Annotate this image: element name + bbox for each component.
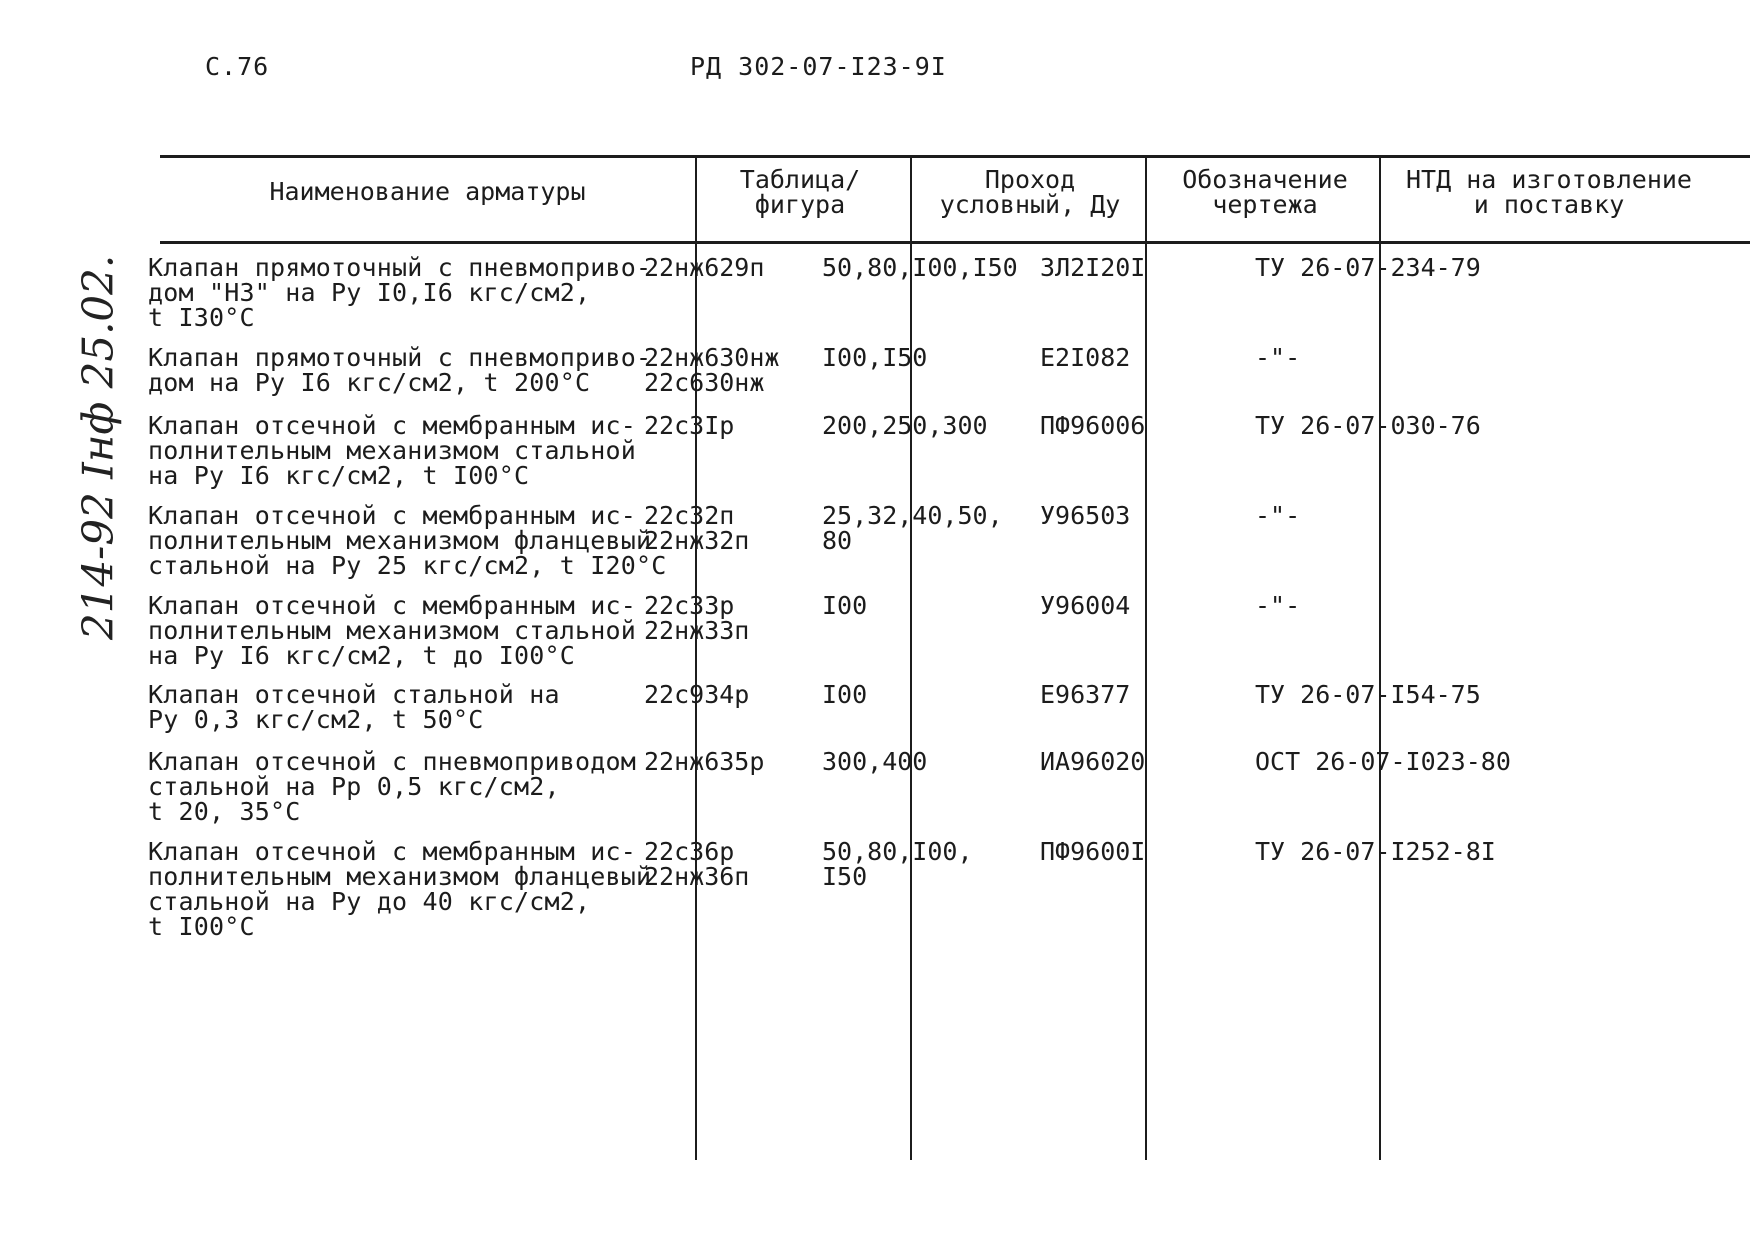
row-drawing: У96004 (1040, 591, 1131, 620)
row-ntd: -"- (1255, 343, 1301, 372)
row-ntd: ТУ 26-07-030-76 (1255, 411, 1481, 440)
row-name: Клапан отсечной стальной на Ру 0,3 кгс/см2, t 50°С (148, 680, 560, 734)
column-divider (910, 155, 912, 1160)
row-ntd: ОСТ 26-07-І023-80 (1255, 747, 1511, 776)
row-figure: 22нж635р (644, 747, 765, 776)
row-diameter: І00 (822, 591, 868, 620)
row-drawing: ПФ9600І (1040, 837, 1146, 866)
header-drawing: Обозначение чертежа (1182, 165, 1348, 219)
row-diameter: 300,400 (822, 747, 928, 776)
row-figure: 22с32п 22нж32п (644, 501, 750, 555)
row-drawing: У96503 (1040, 501, 1131, 530)
row-ntd: -"- (1255, 501, 1301, 530)
row-name: Клапан отсечной с мембранным ис- полнительным механизмом фланцевый стальной на Ру 25 кгс/см2, t І20°С (148, 501, 667, 580)
header-ntd: НТД на изготовление и поставку (1406, 165, 1692, 219)
row-diameter: І00 (822, 680, 868, 709)
row-diameter: І00,І50 (822, 343, 928, 372)
table-top-rule (160, 155, 1750, 158)
row-drawing: ЗЛ2І20І (1040, 253, 1146, 282)
column-divider (1379, 155, 1381, 1160)
row-name: Клапан прямоточный с пневмоприво- дом на Ру І6 кгс/см2, t 200°С (148, 343, 652, 397)
header-figure: Таблица/ фигура (739, 165, 861, 219)
row-figure: 22с3Ір (644, 411, 735, 440)
row-ntd: ТУ 26-07-І54-75 (1255, 680, 1481, 709)
row-ntd: ТУ 26-07-234-79 (1255, 253, 1481, 282)
row-name: Клапан прямоточный с пневмоприво- дом "НЗ" на Ру І0,І6 кгс/см2, t І30°С (148, 253, 652, 332)
column-divider (1145, 155, 1147, 1160)
row-ntd: ТУ 26-07-І252-8І (1255, 837, 1496, 866)
fittings-table (148, 155, 1750, 1160)
header-diameter: Проход условный, Ду (939, 165, 1121, 219)
row-figure: 22с36р 22нж36п (644, 837, 750, 891)
row-figure: 22нж629п (644, 253, 765, 282)
row-name: Клапан отсечной с мембранным ис- полнительным механизмом фланцевый стальной на Ру до 40 кгс/см2, t І00°С (148, 837, 652, 941)
row-drawing: Е2І082 (1040, 343, 1131, 372)
row-diameter: 50,80,І00,І50 (822, 253, 1018, 282)
document-code: РД 302-07-І23-9І (690, 52, 947, 81)
page-number: С.76 (205, 52, 270, 81)
row-name: Клапан отсечной с мембранным ис- полнительным механизмом стальной на Ру І6 кгс/см2, t до І00°С (148, 591, 637, 670)
row-figure: 22с33р 22нж33п (644, 591, 750, 645)
row-figure: 22с934р (644, 680, 750, 709)
column-divider (695, 155, 697, 1160)
row-diameter: 200,250,300 (822, 411, 988, 440)
margin-handwritten-note: 214-92 Інф 25.02. (73, 254, 123, 640)
row-drawing: ИА96020 (1040, 747, 1146, 776)
row-diameter: 25,32,40,50, 80 (822, 501, 1003, 555)
header-name: Наименование арматуры (269, 177, 586, 206)
header-bottom-rule (160, 241, 1750, 244)
row-name: Клапан отсечной с пневмоприводом стальной на Рр 0,5 кгс/см2, t 20, 35°С (148, 747, 637, 826)
row-name: Клапан отсечной с мембранным ис- полнительным механизмом стальной на Ру І6 кгс/см2, t І00°С (148, 411, 637, 490)
row-diameter: 50,80,І00, І50 (822, 837, 973, 891)
row-drawing: ПФ96006 (1040, 411, 1146, 440)
row-figure: 22нж630нж 22с630нж (644, 343, 780, 397)
row-drawing: Е96377 (1040, 680, 1131, 709)
row-ntd: -"- (1255, 591, 1301, 620)
